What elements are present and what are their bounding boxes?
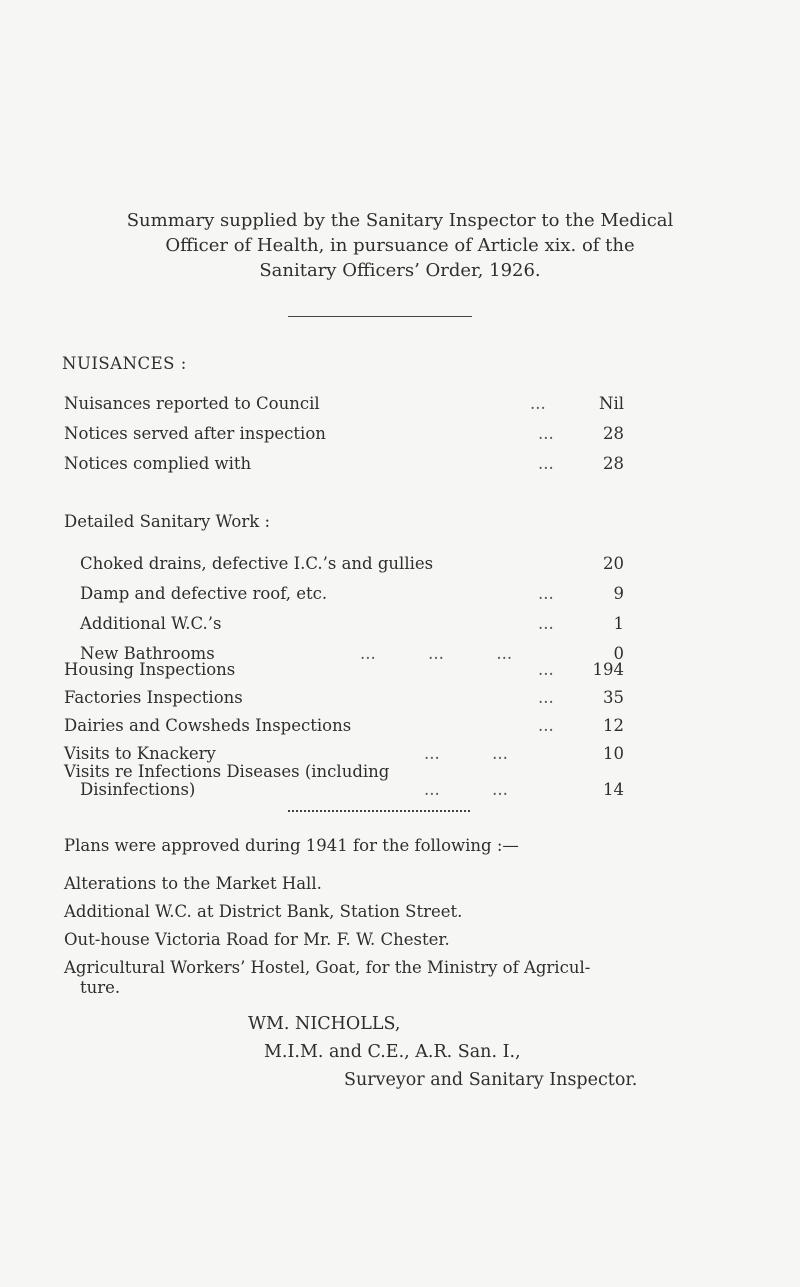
leader-dots: ... <box>538 660 554 679</box>
dotted-divider <box>288 810 470 812</box>
signature-title: Surveyor and Sanitary Inspector. <box>344 1070 638 1090</box>
nuisance-row <box>64 454 624 478</box>
row-value: 12 <box>603 716 624 735</box>
plan-item: Out-house Victoria Road for Mr. F. W. Chester. <box>64 930 450 949</box>
nuisance-row <box>64 424 624 448</box>
detailed-work-row <box>80 584 624 608</box>
row-label: Factories Inspections <box>64 688 243 707</box>
leader-dots: ... ... <box>424 780 508 799</box>
intro-paragraph <box>40 208 760 283</box>
nuisance-row <box>64 394 624 418</box>
row-label: Visits to Knackery <box>64 744 216 763</box>
row-value: Nil <box>599 394 624 413</box>
inspection-row <box>64 660 624 684</box>
row-value: 9 <box>613 584 624 603</box>
leader-dots: ... <box>530 394 546 413</box>
intro-line-2: Officer of Health, in pursuance of Article xix. of the <box>165 235 635 256</box>
row-label: Choked drains, defective I.C.’s and gullies <box>80 554 434 573</box>
row-label: Notices served after inspection <box>64 424 326 443</box>
plan-item-continuation: ture. <box>80 978 121 997</box>
intro-line-1: Summary supplied by the Sanitary Inspector to the Medical <box>126 210 674 231</box>
plan-item: Additional W.C. at District Bank, Station Street. <box>64 902 463 921</box>
row-value: 1 <box>613 614 624 633</box>
row-label: Housing Inspections <box>64 660 236 679</box>
intro-line-3: Sanitary Officers’ Order, 1926. <box>259 260 541 281</box>
leader-dots: ... <box>538 454 554 473</box>
row-label: Disinfections) <box>80 780 196 799</box>
leader-dots: ... <box>538 688 554 707</box>
row-value: 35 <box>603 688 624 707</box>
plans-intro: Plans were approved during 1941 for the following :— <box>64 836 519 855</box>
row-label: Nuisances reported to Council <box>64 394 320 413</box>
row-label: New Bathrooms <box>80 644 215 663</box>
leader-dots: ... ... ... <box>360 644 513 663</box>
leader-dots: ... <box>538 716 554 735</box>
row-value: 194 <box>592 660 624 679</box>
inspection-row <box>64 716 624 740</box>
row-value: 0 <box>613 644 624 663</box>
plan-item: Agricultural Workers’ Hostel, Goat, for the Ministry of Agricul- <box>64 958 591 977</box>
leader-dots: ... <box>538 584 554 603</box>
row-value: 28 <box>603 454 624 473</box>
signature-name: WM. NICHOLLS, <box>248 1014 401 1034</box>
signature-qualifications: M.I.M. and C.E., A.R. San. I., <box>264 1042 521 1062</box>
row-value: 28 <box>603 424 624 443</box>
leader-dots: ... <box>538 614 554 633</box>
row-label: Dairies and Cowsheds Inspections <box>64 716 352 735</box>
inspection-row <box>80 780 624 804</box>
row-value: 20 <box>603 554 624 573</box>
plan-item: Alterations to the Market Hall. <box>64 874 322 893</box>
detailed-work-row <box>80 614 624 638</box>
row-value: 10 <box>603 744 624 763</box>
detailed-work-heading: Detailed Sanitary Work : <box>64 512 271 531</box>
row-value: 14 <box>603 780 624 799</box>
leader-dots: ... <box>538 424 554 443</box>
inspection-row <box>64 688 624 712</box>
row-label: Visits re Infections Diseases (including <box>64 762 390 781</box>
row-label: Notices complied with <box>64 454 252 473</box>
row-label: Additional W.C.’s <box>80 614 222 633</box>
nuisances-heading: NUISANCES : <box>62 354 187 373</box>
row-label: Damp and defective roof, etc. <box>80 584 328 603</box>
detailed-work-row <box>80 554 624 578</box>
leader-dots: ... ... <box>424 744 508 763</box>
section-divider <box>288 316 472 317</box>
